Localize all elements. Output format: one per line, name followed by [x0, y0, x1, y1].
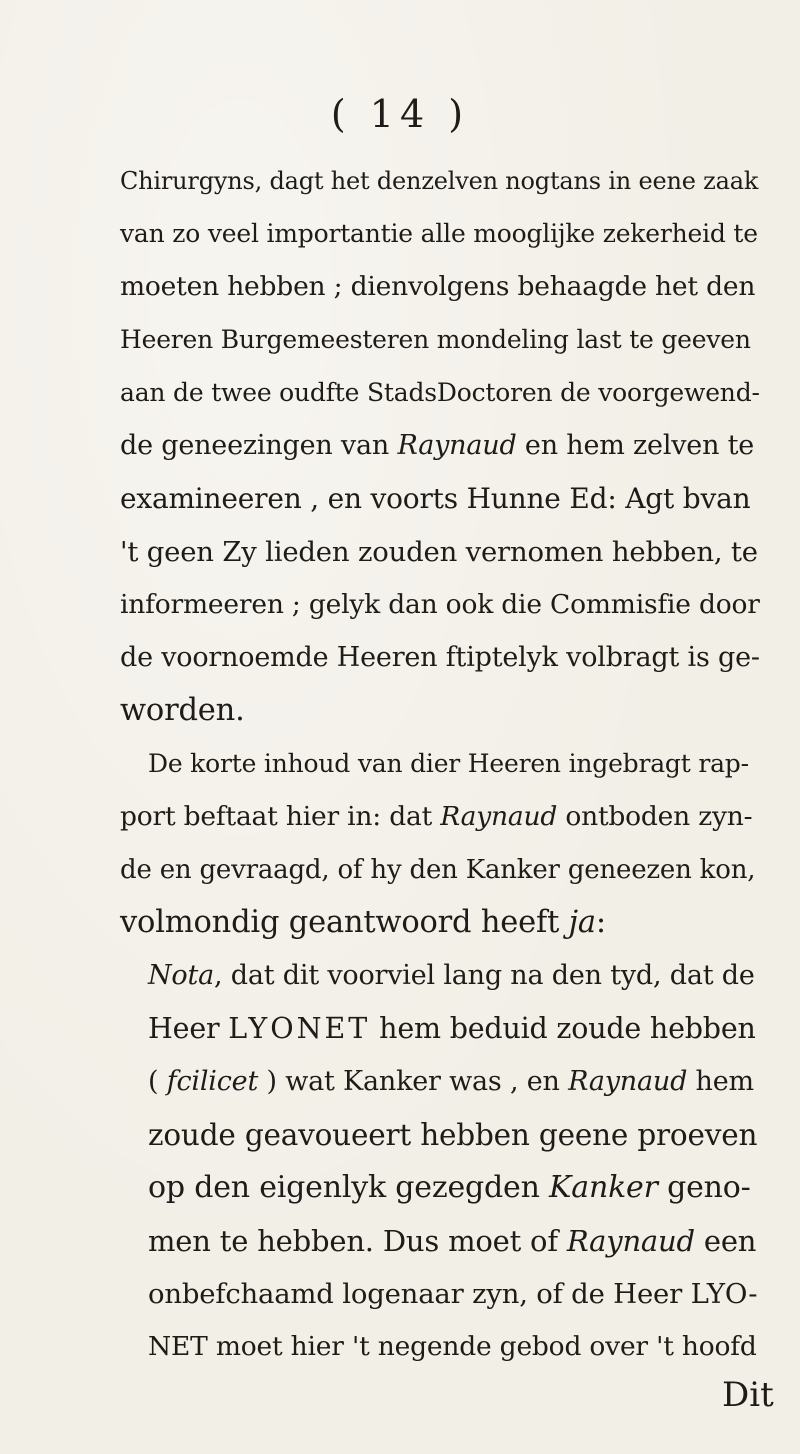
- text-run: aan de twee oudfte StadsDoctoren de voorgewend-: [120, 378, 760, 407]
- text-line: [120, 632, 760, 684]
- text-run: Chirurgyns, dagt het denzelven nogtans in eene zaak: [120, 167, 759, 195]
- text-run: , dat dit voorviel lang na den tyd, dat de: [214, 960, 755, 991]
- italic-text: Nota: [148, 960, 215, 991]
- text-line: [148, 1215, 756, 1267]
- text-run: op den eigenlyk gezegden: [148, 1170, 550, 1205]
- italic-text: Raynaud: [566, 1224, 695, 1258]
- text-run: de voornoemde Heeren ftiptelyk volbragt is ge-: [120, 642, 760, 673]
- text-line: [120, 473, 750, 525]
- text-run: ontboden zyn-: [557, 801, 753, 832]
- italic-text: ja: [568, 905, 596, 940]
- text-line: [148, 1162, 751, 1214]
- text-line: [120, 579, 760, 631]
- text-run: moeten hebben ; dienvolgens behaagde het den: [120, 271, 756, 302]
- text-line: [120, 526, 758, 578]
- page-number: ( 14 ): [330, 92, 470, 136]
- italic-text: Kanker: [549, 1170, 658, 1205]
- italic-text: fcilicet: [166, 1066, 259, 1097]
- text-line: [148, 1321, 757, 1373]
- text-line: [120, 208, 758, 260]
- text-line: [148, 1003, 756, 1055]
- text-line: [120, 897, 606, 949]
- text-run: hem: [687, 1066, 754, 1097]
- text-run: zoude geavoueert hebben geene proeven: [148, 1118, 758, 1152]
- text-run: (: [148, 1066, 167, 1097]
- catchword: Dit: [722, 1375, 774, 1415]
- text-line: [148, 1056, 754, 1108]
- text-line: [120, 791, 752, 843]
- text-line: [148, 738, 749, 790]
- text-run: en hem zelven te: [516, 430, 755, 461]
- text-line: [120, 685, 245, 737]
- text-line: [120, 314, 751, 366]
- italic-text: Raynaud: [568, 1066, 688, 1097]
- text-run: examineeren , en voorts Hunne Ed: Agt bvan: [120, 482, 751, 515]
- text-line: [120, 155, 758, 207]
- text-line: [120, 844, 755, 896]
- text-run: de geneezingen van: [120, 430, 398, 461]
- text-run: :: [595, 905, 606, 940]
- text-run: hem beduid zoude hebben: [370, 1012, 756, 1045]
- text-run: men te hebben. Dus moet of: [148, 1224, 567, 1258]
- text-line: [120, 261, 755, 313]
- text-run: port beftaat hier in: dat: [120, 801, 441, 832]
- text-run: NET moet hier 't negende gebod over 't hoofd: [148, 1331, 757, 1362]
- text-run: informeeren ; gelyk dan ook die Commisfie door: [120, 589, 760, 620]
- italic-text: Raynaud: [397, 430, 517, 461]
- small-caps-text: LYONET: [228, 1012, 371, 1045]
- text-run: geno-: [657, 1170, 751, 1205]
- italic-text: Raynaud: [440, 801, 558, 832]
- text-run: Heer: [148, 1012, 229, 1045]
- text-run: volmondig geantwoord heeft: [120, 905, 569, 940]
- text-line: [148, 1109, 757, 1161]
- text-run: Heeren Burgemeesteren mondeling last te geeven: [120, 325, 751, 354]
- text-run: ) wat Kanker was , en: [258, 1066, 569, 1097]
- text-run: van zo veel importantie alle mooglijke zekerheid te: [120, 219, 758, 248]
- text-run: worden.: [120, 693, 245, 728]
- text-run: een: [694, 1224, 757, 1258]
- text-run: onbefchaamd logenaar zyn, of de Heer LYO-: [148, 1278, 758, 1310]
- text-line: [120, 420, 754, 472]
- text-line: [148, 1268, 757, 1320]
- text-run: De korte inhoud van dier Heeren ingebragt rap-: [148, 749, 749, 778]
- text-run: de en gevraagd, of hy den Kanker geneezen kon,: [120, 855, 756, 885]
- text-line: [148, 950, 755, 1002]
- text-line: [120, 367, 760, 419]
- text-run: 't geen Zy lieden zouden vernomen hebben, te: [120, 536, 758, 568]
